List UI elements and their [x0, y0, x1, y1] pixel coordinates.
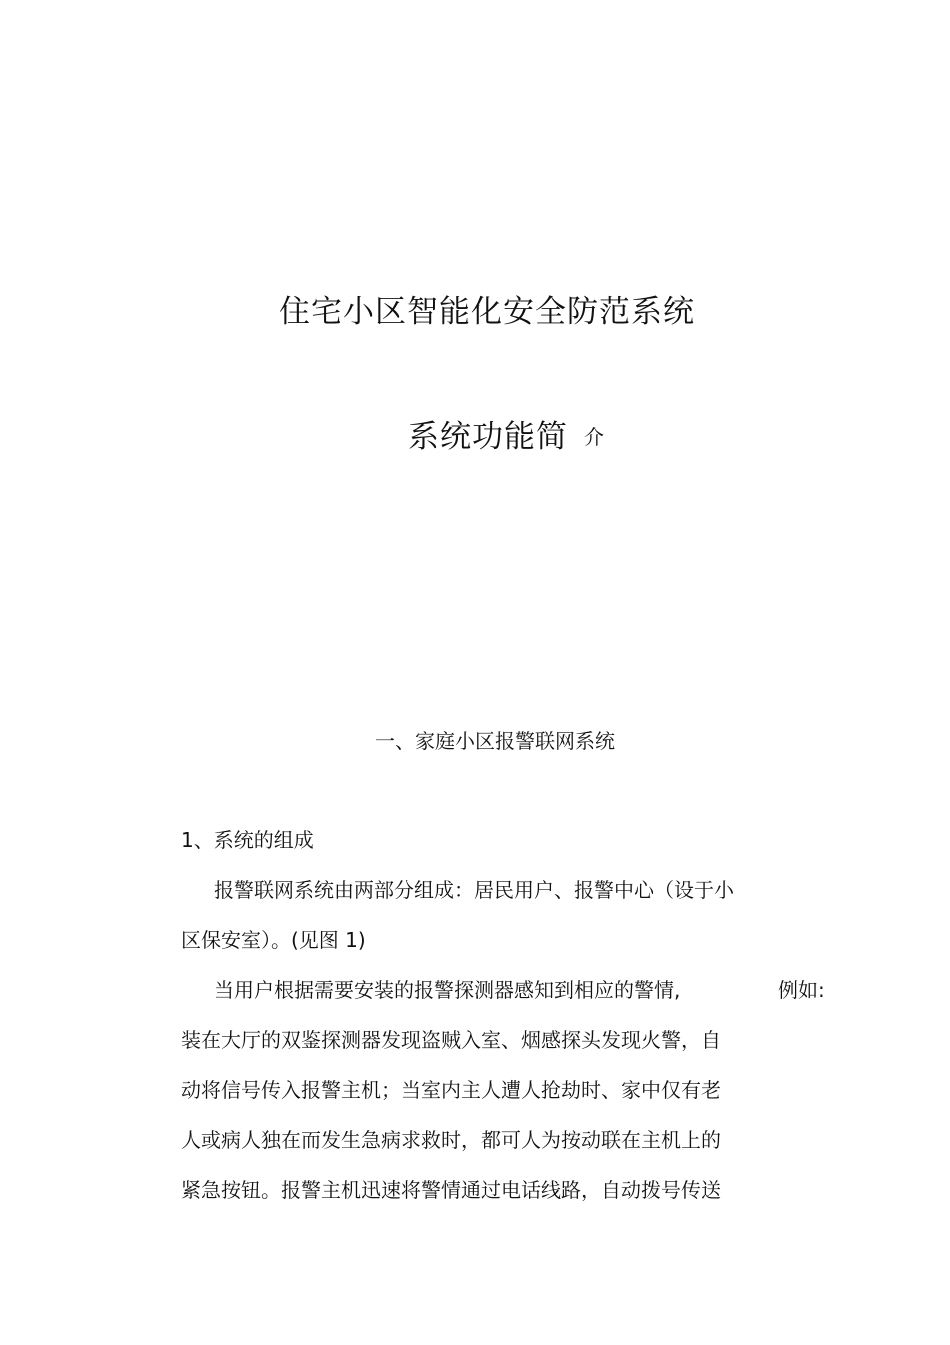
document-subtitle [408, 417, 605, 460]
paragraph2-line-3: 动将信号传入报警主机；当室内主人遭人抢劫时、家中仅有老 [181, 1078, 721, 1102]
paragraph2-line-2: 装在大厅的双鉴探测器发现盗贼入室、烟感探头发现火警，自 [181, 1028, 721, 1052]
document-subtitle-main: 系统功能简 [408, 419, 568, 455]
section-heading: 一、家庭小区报警联网系统 [375, 729, 615, 753]
paragraph1-line-1: 报警联网系统由两部分组成：居民用户、报警中心（设于小 [214, 878, 734, 902]
document-subtitle-tail: 介 [584, 425, 605, 449]
paragraph2-line-1-right: 例如: [778, 978, 825, 1002]
paragraph2-line-1: 当用户根据需要安装的报警探测器感知到相应的警情, [214, 978, 681, 1002]
paragraph1-line-2: 区保安室）。(见图 1) [181, 928, 366, 952]
paragraph2-line-5: 紧急按钮。报警主机迅速将警情通过电话线路，自动拨号传送 [181, 1178, 721, 1202]
document-title: 住宅小区智能化安全防范系统 [279, 294, 695, 330]
subsection-heading: 1、系统的组成 [181, 828, 314, 852]
paragraph2-line-4: 人或病人独在而发生急病求救时，都可人为按动联在主机上的 [181, 1128, 721, 1152]
